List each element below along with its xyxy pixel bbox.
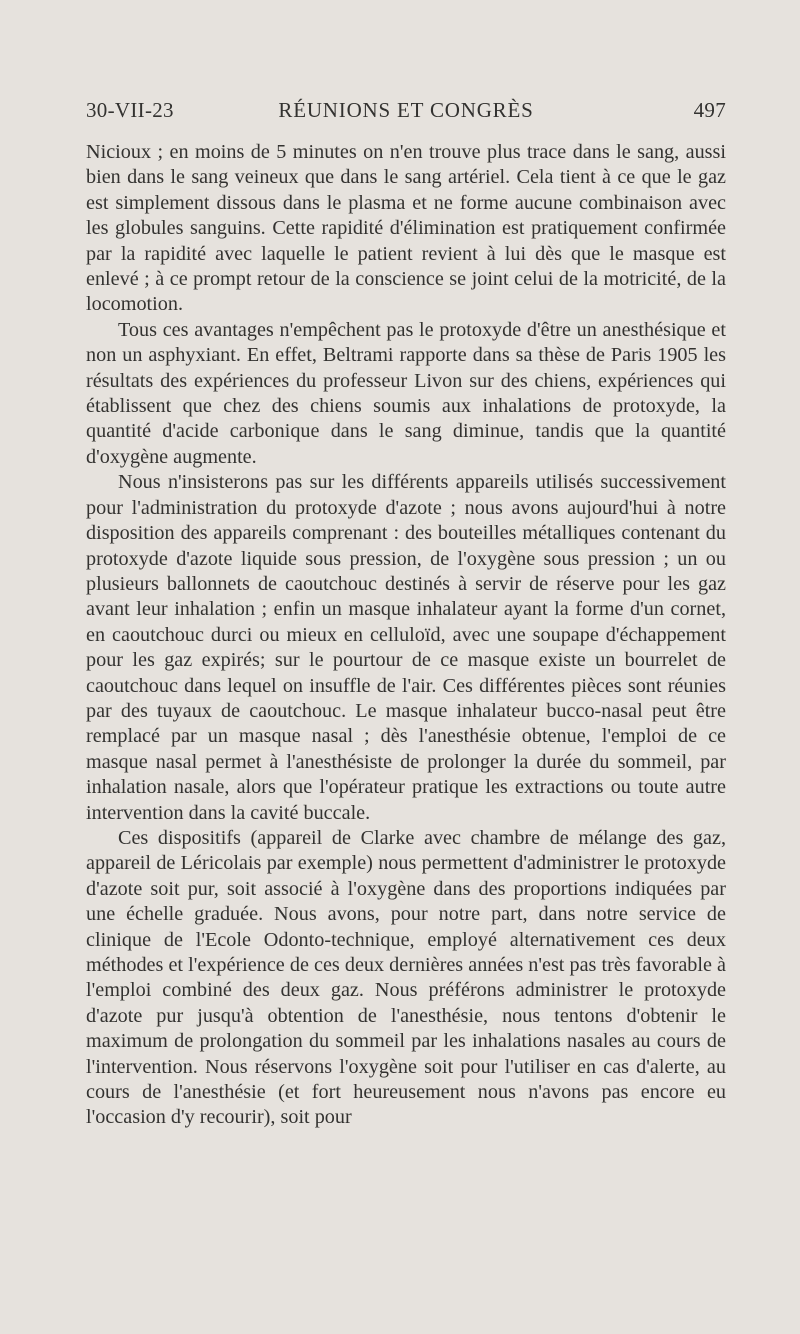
page-number: 497 (693, 98, 726, 122)
body-text (86, 140, 726, 1131)
paragraph: Nicioux ; en moins de 5 minutes on n'en trouve plus trace dans le sang, aussi bien dans le sang veineux que dans le sang artériel. Cela tient à ce que le gaz est simplement dissous dans le plasma et ne forme aucune combinaison avec les globules sanguins. Cette rapidité d'élimination est pratiquement confirmée par la rapidité avec laquelle le patient revient à lui dès que le masque est enlevé ; à ce prompt retour de la conscience se joint celui de la motricité, de la locomotion. (86, 141, 726, 316)
paragraph: Ces dispositifs (appareil de Clarke avec chambre de mélange des gaz, appareil de Léricolais par exemple) nous permettent d'administrer le protoxyde d'azote soit pur, soit associé à l'oxygène dans des proportions indiquées par une échelle graduée. Nous avons, pour notre part, dans notre service de clinique de l'Ecole Odonto-technique, employé alternativement ces deux méthodes et l'expérience de ces deux dernières années n'est pas très favorable à l'emploi combiné des deux gaz. Nous préférons administrer le protoxyde d'azote pur jusqu'à obtention de l'anesthésie, nous tentons d'obtenir le maximum de prolongation du sommeil par les inhalations nasales au cours de l'intervention. Nous réservons l'oxygène soit pour l'utiliser en cas d'alerte, au cours de l'anesthésie (et fort heureusement nous n'avons pas encore eu l'occasion d'y recourir), soit pour (86, 826, 726, 1129)
running-header (86, 98, 726, 132)
paragraph: Tous ces avantages n'empêchent pas le protoxyde d'être un anesthésique et non un asphyxiant. En effet, Beltrami rapporte dans sa thèse de Paris 1905 les résultats des expériences du professeur Livon sur des chiens, expériences qui établissent que chez des chiens soumis aux inhalations de protoxyde, la quantité d'acide carbonique dans le sang diminue, tandis que la quantité d'oxygène augmente. (86, 318, 726, 468)
paragraph: Nous n'insisterons pas sur les différents appareils utilisés successivement pour l'administration du protoxyde d'azote ; nous avons aujourd'hui à notre disposition des appareils comprenant : des bouteilles métalliques contenant du protoxyde d'azote liquide sous pression, de l'oxygène sous pression ; un ou plusieurs ballonnets de caoutchouc destinés à servir de réserve pour les gaz avant leur inhalation ; enfin un masque inhalateur ayant la forme d'un cornet, en caoutchouc durci ou mieux en celluloïd, avec une soupape d'échappement pour les gaz expirés; sur le pourtour de ce masque existe un bourrelet de caoutchouc dans lequel on insuffle de l'air. Ces différentes pièces sont réunies par des tuyaux de caoutchouc. Le masque inhalateur bucco-nasal peut être remplacé par un masque nasal ; dès l'anesthésie obtenue, l'emploi de ce masque nasal permet à l'anesthésiste de prolonger la durée du sommeil, par inhalation nasale, alors que l'opérateur pratique les extractions ou toute autre intervention dans la cavité buccale. (86, 471, 726, 824)
header-date: 30-VII-23 (86, 98, 174, 122)
header-title: RÉUNIONS ET CONGRÈS (278, 98, 534, 122)
